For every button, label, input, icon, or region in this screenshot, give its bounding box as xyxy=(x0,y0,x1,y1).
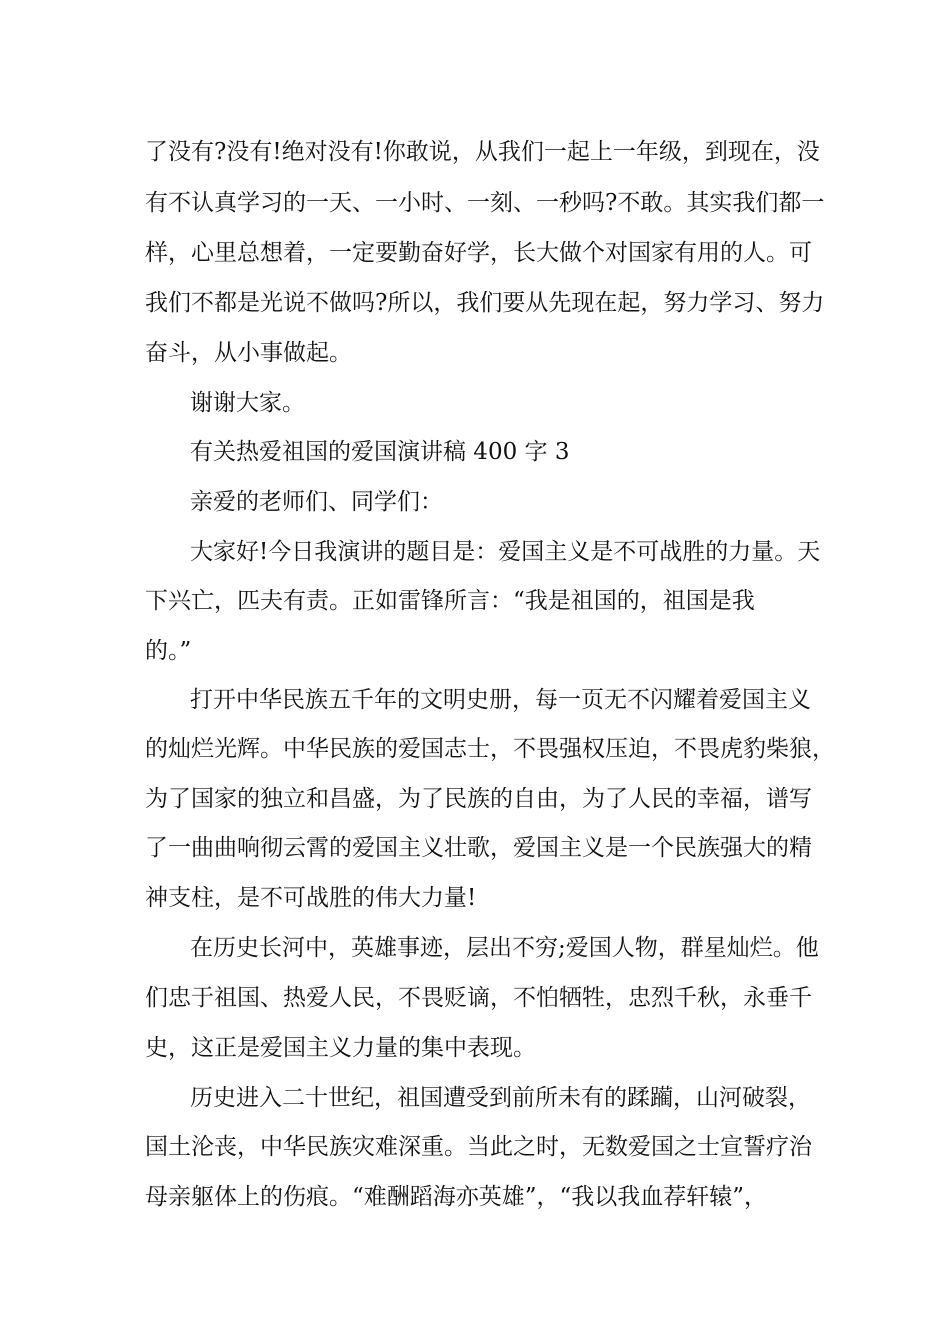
salutation: 亲爱的老师们、同学们： xyxy=(190,489,443,515)
text-line: 神支柱，是不可战胜的伟大力量! xyxy=(145,885,477,911)
text-line: 谢谢大家。 xyxy=(190,390,305,416)
text-line: 了一曲曲响彻云霄的爱国主义壮歌，爱国主义是一个民族强大的精 xyxy=(145,835,812,861)
text-line: 样，心里总想着，一定要勤奋好学，长大做个对国家有用的人。可 xyxy=(145,240,812,266)
text-line: 我们不都是光说不做吗?所以，我们要从先现在起，努力学习、努力 xyxy=(145,290,825,316)
section-heading: 有关热爱祖国的爱国演讲稿 400 字 3 xyxy=(190,439,570,465)
text-line: 历史进入二十世纪，祖国遭受到前所未有的蹂躏，山河破裂， xyxy=(190,1085,811,1111)
text-line: 奋斗，从小事做起。 xyxy=(145,340,352,366)
text-line: 史，这正是爱国主义力量的集中表现。 xyxy=(145,1035,536,1061)
text-line: 国土沦丧，中华民族灾难深重。当此之时，无数爱国之士宣誓疗治 xyxy=(145,1134,812,1160)
text-line: 的灿烂光辉。中华民族的爱国志士，不畏强权压迫，不畏虎豹柴狼， xyxy=(145,736,835,762)
text-line: 们忠于祖国、热爱人民，不畏贬谪，不怕牺牲，忠烈千秋，永垂千 xyxy=(145,985,812,1011)
text-line: 下兴亡，匹夫有责。正如雷锋所言：“我是祖国的，祖国是我 xyxy=(145,588,755,614)
text-line: 有不认真学习的一天、一小时、一刻、一秒吗?不敢。其实我们都一 xyxy=(145,190,825,216)
text-line: 母亲躯体上的伤痕。“难酬蹈海亦英雄”，“我以我血荐轩辕”， xyxy=(145,1184,768,1210)
text-line: 的。” xyxy=(145,638,192,664)
text-line: 大家好!今日我演讲的题目是：爱国主义是不可战胜的力量。天 xyxy=(190,539,821,565)
text-line: 在历史长河中，英雄事迹，层出不穷;爱国人物，群星灿烂。他 xyxy=(190,935,819,961)
text-line: 为了国家的独立和昌盛，为了民族的自由，为了人民的幸福，谱写 xyxy=(145,786,812,812)
text-line: 打开中华民族五千年的文明史册，每一页无不闪耀着爱国主义 xyxy=(190,687,811,713)
text-line: 了没有?没有!绝对没有!你敢说，从我们一起上一年级，到现在，没 xyxy=(145,139,820,165)
